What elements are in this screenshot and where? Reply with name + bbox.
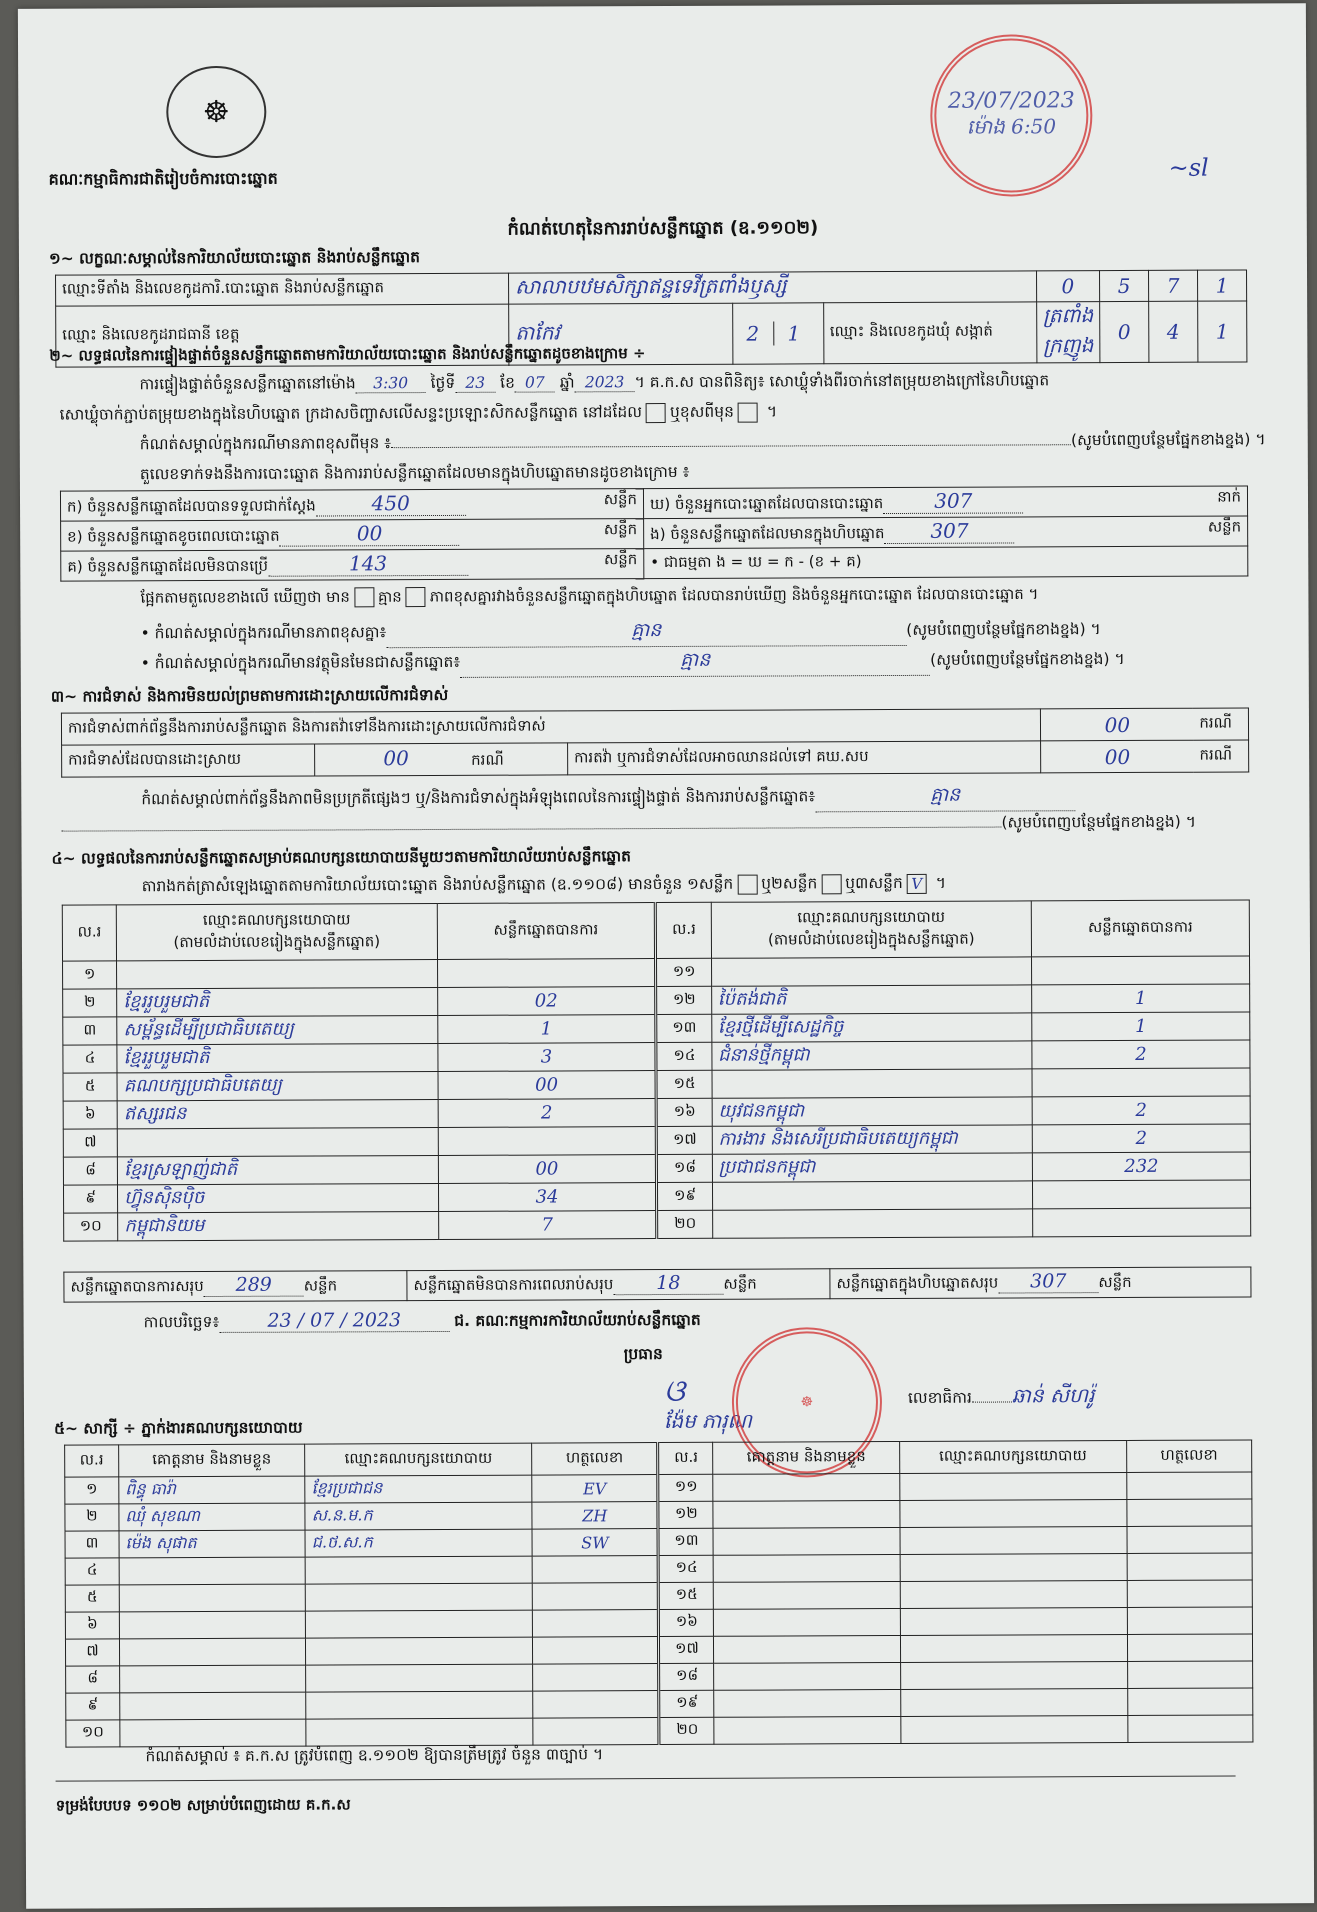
witness-name-right	[714, 1608, 900, 1636]
form-code: ទម្រង់បែបបទ ១១០២ សម្រាប់បំពេញដោយ គ.ក.ស	[55, 1795, 351, 1815]
witness-name-right	[714, 1689, 900, 1717]
objection-row2-label: ការជំទាស់ដែលបានដោះស្រាយ	[62, 744, 315, 777]
witness-name-left	[119, 1557, 305, 1585]
tally-line: តារាងកត់ត្រាសំឡេងឆ្នោតតាមការិយាល័យបោះឆ្នោត និងរាប់សន្លឹកឆ្នោត (ឧ.១១០៨) មានចំនួន ១សន្លឹក ឬ២សន្លឹក ឬ៣សន្លឹក V ។	[141, 873, 947, 896]
witness-no-left: ១០	[66, 1720, 120, 1747]
total-invalid-value: 18	[613, 1272, 723, 1295]
col-party-right-sub: (តាមលំដាប់លេខរៀងក្នុងសន្លឹកឆ្នោត)	[767, 929, 975, 949]
total-box-unit: សន្លឹក	[1098, 1272, 1132, 1292]
objection-row1-unit: ករណី	[1193, 708, 1248, 740]
witness-no-right: ១៣	[658, 1528, 713, 1555]
party-name-left	[117, 1127, 437, 1156]
witness-no-right: ១៨	[659, 1663, 714, 1690]
w-col-no-right: ល.រ	[658, 1442, 713, 1474]
committee-stamp: ☸	[732, 1327, 883, 1478]
witness-signature-right	[1127, 1634, 1252, 1662]
witness-no-left: ៣	[65, 1531, 119, 1558]
witness-signature-right	[1127, 1607, 1252, 1635]
party-name-left: សម្ព័ន្ធដើម្បីប្រជាធិបតេយ្យ	[117, 1015, 437, 1044]
witness-signature-left	[532, 1583, 658, 1611]
party-no-right: ១៣	[656, 1014, 711, 1042]
section3-note-line	[141, 782, 1075, 815]
verify-text-c: ខែ	[500, 373, 515, 392]
formula: • ជាធម្មតា ង = ឃ = ក - (ខ + គ)	[644, 546, 1248, 579]
note-diff2-line	[141, 616, 1101, 649]
tally-1-checkbox[interactable]	[737, 874, 757, 894]
party-no-left: ៨	[63, 1157, 117, 1185]
w-col-sign-right: ហត្ថលេខា	[1126, 1440, 1251, 1473]
witness-no-left: ២	[65, 1504, 119, 1531]
section1-title: ១~ លក្ខណៈសម្គាល់នៃការិយាល័យបោះឆ្នោត និងរាប់សន្លឹកឆ្នោត	[48, 248, 420, 268]
stamp-time: ម៉ោង 6:50	[966, 113, 1057, 139]
count-d-label: ឃ) ចំនួនអ្នកបោះឆ្នោតដែលបានបោះឆ្នោត	[649, 494, 884, 514]
date-label: កាលបរិច្ឆេទ៖	[143, 1312, 220, 1332]
party-no-left: ៧	[63, 1129, 117, 1157]
party-name-right: ប៉ៃតង់ជាតិ	[711, 985, 1031, 1014]
tally-3-text: ឬ៣សន្លឹក	[845, 873, 903, 893]
president-name: ង៉ែម ភារុណ	[663, 1408, 752, 1434]
witness-signature-right	[1126, 1472, 1251, 1500]
count-e-unit: សន្លឹក	[1207, 517, 1242, 536]
count-c-value: 143	[268, 551, 468, 577]
count-c	[61, 549, 644, 582]
party-votes-left: 02	[437, 987, 656, 1016]
party-no-left: ៤	[63, 1045, 117, 1073]
party-name-left: គណបក្សប្រជាធិបតេយ្យ	[117, 1071, 437, 1100]
party-no-left: ៦	[63, 1101, 117, 1129]
party-votes-right	[1032, 1068, 1250, 1097]
top-stamp	[930, 34, 1093, 197]
party-name-right	[712, 1069, 1032, 1098]
party-name-right	[711, 957, 1031, 986]
fill-note-4: (សូមបំពេញបន្ថែមផ្នែកខាងខ្នង) ។	[1001, 812, 1196, 832]
compare-line	[140, 584, 1038, 610]
party-no-right: ១៤	[656, 1042, 711, 1070]
party-no-left: ១	[63, 961, 117, 989]
witness-name-left: ពិន្ធុ ធារ៉ា	[119, 1476, 305, 1504]
witness-party-left	[306, 1637, 533, 1665]
witness-name-left	[120, 1692, 306, 1720]
witness-signature-right	[1127, 1526, 1252, 1554]
section3-title: ៣~ ការជំទាស់ និងការមិនយល់ព្រមតាមការដោះស្រាយលើការជំទាស់	[50, 685, 449, 706]
total-valid-value: 289	[204, 1274, 304, 1297]
note-fake-value: គ្មាន	[460, 647, 930, 678]
witness-body	[65, 1472, 1253, 1747]
witness-signature-right	[1127, 1688, 1252, 1716]
objection-row2-cell	[315, 743, 568, 776]
party-no-right: ១៥	[656, 1070, 711, 1098]
count-d-value: 307	[883, 488, 1023, 514]
witness-no-right: ១៤	[659, 1555, 714, 1582]
witness-party-right	[900, 1688, 1127, 1716]
witness-name-right	[713, 1500, 899, 1528]
witness-party-left	[306, 1610, 533, 1638]
count-b-unit: សន្លឹក	[603, 520, 638, 539]
section3-table	[61, 707, 1249, 777]
witness-party-left: ខ្មែរប្រជាជន	[305, 1475, 532, 1503]
witness-name-right	[714, 1554, 900, 1582]
province-code	[732, 303, 823, 364]
party-votes-right	[1032, 956, 1250, 985]
party-votes-right: 2	[1032, 1040, 1250, 1069]
verify-text-2b: ឬខុសពីមុន	[669, 402, 734, 421]
w-col-name-left: គោត្តនាម និងនាមខ្លួន	[119, 1444, 305, 1477]
verify-text-b: ថ្ងៃទី	[430, 373, 456, 393]
intro-counts: តួលេខទាក់ទងនឹងការបោះឆ្នោត និងការរាប់សន្លឹកឆ្នោតដែលមានក្នុងហិបឆ្នោតមានដូចខាងក្រោម ៖	[139, 462, 690, 484]
section5-title: ៥~ សាក្សី ÷ ភ្នាក់ងារគណបក្សនយោបាយ	[54, 1418, 303, 1438]
stamp-date: 23/07/2023	[947, 87, 1075, 114]
col-party-left-title: ឈ្មោះគណបក្សនយោបាយ	[202, 909, 351, 929]
witness-party-right	[900, 1553, 1127, 1581]
objection-row2-value: 00	[383, 746, 409, 771]
note-diff2-value: គ្មាន	[386, 617, 906, 648]
section4-title: ៤~ លទ្ធផលនៃការរាប់សន្លឹកឆ្នោតសម្រាប់គណបក្សនយោបាយនីមួយៗតាមការិយាល័យរាប់សន្លឹកឆ្នោត	[51, 847, 631, 868]
secretary-name: ឆាន់ សីហរ៉ូ	[1011, 1383, 1095, 1408]
compare-text-c: ភាពខុសគ្នារវាងចំនួនសន្លឹកឆ្នោតក្នុងហិបឆ្នោត ដែលបានរាប់ឃើញ និងចំនួនអ្នកបោះឆ្នោត ដែលបានបោះឆ្នោត ។	[429, 584, 1039, 606]
witness-name-left: ម៉េង សុផាត	[119, 1530, 305, 1558]
witness-signature-right	[1127, 1580, 1252, 1608]
count-a-value: 450	[316, 491, 466, 517]
party-no-left: ៩	[63, 1185, 117, 1213]
verify-text-2: សោឃ្លុំចាក់ភ្ជាប់តម្រុយខាងក្នុងនៃហិបឆ្នោត ក្រដាសចិញ្ចាសលើសន្ទះប្រឡោះសិកសន្លឹកឆ្នោត នៅដដែល	[59, 403, 642, 424]
witness-no-right: ១៩	[659, 1690, 714, 1717]
party-name-left: ឥស្សរជន	[117, 1099, 437, 1128]
totals-table	[63, 1266, 1251, 1302]
fill-note-1: (សូមបំពេញបន្ថែមផ្នែកខាងខ្នង) ។	[1070, 430, 1266, 450]
commune-code-1: 0	[1100, 301, 1149, 362]
party-name-left	[117, 959, 437, 988]
witness-party-right	[900, 1607, 1127, 1635]
objection-row2b-label: ការតវ៉ា ឬការជំទាស់ដែលអាចឈានដល់ទៅ គឃ.សប	[568, 741, 1041, 775]
witness-party-right	[900, 1499, 1127, 1527]
province-value: តាកែវ	[509, 303, 733, 365]
witness-name-right	[713, 1473, 899, 1501]
party-name-left: ខ្មែររួបរួមជាតិ	[117, 1043, 437, 1072]
compare-text-a: ផ្អែកតាមតួលេខខាងលើ ឃើញថា មាន	[140, 587, 350, 607]
witness-party-right	[899, 1472, 1126, 1500]
party-name-right	[712, 1209, 1032, 1238]
witness-party-left: ជ.ថ.ស.ក	[305, 1529, 532, 1557]
witness-name-right	[714, 1581, 900, 1609]
witness-party-left	[305, 1583, 532, 1611]
verify-month: 07	[515, 373, 555, 392]
total-invalid-unit: សន្លឹក	[723, 1274, 757, 1293]
note-diff-line	[140, 429, 1266, 457]
secretary-label: លេខាធិការ	[907, 1388, 972, 1407]
party-name-left: ខ្មែរស្រឡាញ់ជាតិ	[118, 1155, 438, 1184]
table-row	[64, 1208, 1251, 1241]
count-d	[643, 486, 1247, 519]
verify-day: 23	[455, 374, 495, 393]
station-code-3: 7	[1149, 270, 1198, 301]
party-votes-right: 232	[1032, 1152, 1250, 1181]
witness-party-left: ស.ន.ម.ក	[305, 1502, 532, 1530]
party-no-left: ៥	[63, 1073, 117, 1101]
party-votes-left: 3	[437, 1043, 656, 1072]
witness-no-left: ១	[65, 1477, 119, 1504]
compare-text-b: គ្មាន	[377, 587, 402, 606]
section3-note-label: កំណត់សម្គាល់ពាក់ព័ន្ធនឹងភាពមិនប្រក្រតីផ្សេងៗ ឬ/និងការជំទាស់ក្នុងអំឡុងពេលនៃការផ្ទៀងផ្ទាត់ និងការរាប់សន្លឹកឆ្នោត៖	[141, 787, 816, 809]
witness-signature-left: EV	[532, 1475, 658, 1503]
count-c-unit: សន្លឹក	[603, 550, 638, 569]
count-a	[60, 489, 643, 522]
total-valid	[64, 1271, 407, 1302]
party-votes-left: 34	[438, 1183, 657, 1212]
party-votes-left: 00	[438, 1155, 657, 1184]
party-votes-right: 2	[1032, 1124, 1250, 1153]
party-votes-right: 1	[1032, 1012, 1250, 1041]
has-diff-checkbox[interactable]	[354, 587, 374, 607]
verify-text-d: ឆ្នាំ	[559, 373, 575, 392]
verify-text-a: ការផ្ទៀងផ្ទាត់ចំនួនសន្លឹកឆ្នោតនៅម៉ោង	[139, 374, 356, 394]
note-fake-label: • កំណត់សម្គាល់ក្នុងករណីមានវត្ថុមិនមែនជាសន្លឹកឆ្នោត៖	[140, 652, 461, 673]
count-e	[644, 516, 1248, 549]
party-name-left: ហ៊្វុនស៊ិនប៉ិច	[118, 1183, 438, 1212]
party-results-body	[63, 956, 1251, 1241]
commune-label: ឈ្មោះ និងលេខកូដឃុំ សង្កាត់	[823, 302, 1036, 364]
verify-year: 2023	[575, 373, 635, 392]
section2-title: ២~ លទ្ធផលនៃការផ្ទៀងផ្ទាត់ចំនួនសន្លឹកឆ្នោតតាមការិយាល័យបោះឆ្នោត និងរាប់សន្លឹកឆ្នោតដូចខាងក្រោម ÷	[49, 344, 646, 365]
witness-party-left	[306, 1718, 533, 1746]
footer-note: កំណត់សម្គាល់ ៖ គ.ក.ស ត្រូវបំពេញ ឧ.១១០២ ឱ្យបានត្រឹមត្រូវ ចំនួន ៣ច្បាប់ ។	[145, 1745, 604, 1766]
province-code-2: 1	[787, 321, 801, 346]
province-code-1: 2	[733, 322, 774, 346]
party-name-right: ជំនាន់ថ្មីកម្ពុជា	[712, 1041, 1032, 1070]
w-col-name-right: គោត្តនាម និងនាមខ្លួន	[713, 1441, 899, 1474]
form-sheet	[18, 3, 1314, 1909]
counts-table	[60, 485, 1248, 581]
commune-code-3: 1	[1198, 301, 1247, 362]
party-no-right: ១៦	[657, 1098, 712, 1126]
committee-name: គណៈកម្មាធិការជាតិរៀបចំការបោះឆ្នោត	[48, 168, 278, 189]
party-no-left: ៣	[63, 1017, 117, 1045]
witness-no-right: ១៦	[659, 1609, 714, 1636]
witness-party-right	[901, 1715, 1128, 1743]
count-a-label: ក) ចំនួនសន្លឹកឆ្នោតដែលបានទទួលជាក់ស្តែង	[66, 496, 316, 516]
witness-party-left	[305, 1556, 532, 1584]
total-box	[830, 1267, 1251, 1299]
verify-line-2: សោឃ្លុំចាក់ភ្ជាប់តម្រុយខាងក្នុងនៃហិបឆ្នោត ក្រដាសចិញ្ចាសលើសន្ទះប្រឡោះសិកសន្លឹកឆ្នោត នៅដដែល ឬខុសពីមុន ។	[59, 402, 778, 424]
verify-time: 3:30	[356, 374, 426, 393]
witness-no-left: ៧	[65, 1639, 119, 1666]
col-votes-right: សន្លឹកឆ្នោតបានការ	[1031, 900, 1249, 957]
party-no-right: ១២	[656, 986, 711, 1014]
witness-name-left	[119, 1611, 305, 1639]
witness-party-right	[900, 1526, 1127, 1554]
party-votes-right: 2	[1032, 1096, 1250, 1125]
verify-text-e: ។ គ.ក.ស បានពិនិត្យ៖ សោឃ្លុំទាំងពីរចាក់នៅតម្រុយខាងក្រៅនៃហិបឆ្នោត	[634, 371, 1050, 392]
col-no-left: ល.រ	[62, 905, 116, 961]
witness-no-left: ៦	[65, 1612, 119, 1639]
party-votes-left	[437, 959, 656, 988]
total-valid-label: សន្លឹកឆ្នោតបានការសរុប	[70, 1277, 204, 1296]
station-value: សាលាបឋមសិក្សាឥន្ទទេវីត្រពាំងឫស្សី	[509, 271, 1037, 304]
witness-name-right	[714, 1635, 900, 1663]
col-party-left	[116, 903, 437, 960]
witness-table	[64, 1439, 1253, 1747]
witness-name-left	[120, 1665, 306, 1693]
count-b	[61, 519, 644, 552]
party-name-right: ការងារ និងសេរីប្រជាធិបតេយ្យកម្ពុជា	[712, 1125, 1032, 1154]
tally-text: តារាងកត់ត្រាសំឡេងឆ្នោតតាមការិយាល័យបោះឆ្នោត និងរាប់សន្លឹកឆ្នោត (ឧ.១១០៨) មានចំនួន ១សន្លឹក	[141, 874, 734, 896]
witness-name-left	[119, 1638, 305, 1666]
party-name-left: ខ្មែររួបរួមជាតិ	[117, 987, 437, 1016]
tally-2-checkbox[interactable]	[821, 874, 841, 894]
party-votes-right	[1032, 1180, 1250, 1209]
party-name-left: កម្ពុជានិយម	[118, 1211, 438, 1240]
table-row	[66, 1715, 1253, 1747]
w-col-no-left: ល.រ	[65, 1445, 119, 1477]
witness-name-left: ឈុំ សុខណា	[119, 1503, 305, 1531]
count-d-unit: នាក់	[1217, 487, 1242, 506]
fill-note-3: (សូមបំពេញបន្ថែមផ្នែកខាងខ្នង) ។	[930, 649, 1125, 669]
total-invalid	[407, 1269, 830, 1301]
commune-value: ត្រពាំងក្រញូង	[1036, 302, 1100, 363]
party-no-right: ១១	[656, 958, 711, 986]
date-value: 23 / 07 / 2023	[219, 1309, 449, 1333]
w-col-sign-left: ហត្ថលេខា	[532, 1443, 658, 1476]
witness-party-right	[900, 1634, 1127, 1662]
witness-signature-left: ZH	[532, 1502, 658, 1530]
total-invalid-label: សន្លឹកឆ្នោតមិនបានការពេលរាប់សរុប	[413, 1275, 614, 1295]
top-signature: ~sl	[1168, 153, 1209, 182]
note-diff2-label: • កំណត់សម្គាល់ក្នុងករណីមានភាពខុសគ្នា៖	[140, 623, 387, 643]
fill-note-2: (សូមបំពេញបន្ថែមផ្នែកខាងខ្នង) ។	[906, 620, 1101, 639]
col-votes-left: សន្លឹកឆ្នោតបានការ	[437, 903, 656, 960]
count-a-unit: សន្លឹក	[603, 490, 638, 509]
total-valid-unit: សន្លឹក	[303, 1276, 338, 1295]
witness-signature-left	[533, 1637, 659, 1665]
president-signature: ଓ	[663, 1373, 685, 1410]
party-no-right: ១៩	[657, 1182, 712, 1210]
count-e-label: ង) ចំនួនសន្លឹកឆ្នោតដែលមានក្នុងហិបឆ្នោត	[650, 524, 885, 544]
secretary-line	[908, 1382, 1095, 1413]
witness-signature-left: SW	[532, 1529, 658, 1557]
objection-row2b-unit: ករណី	[1193, 740, 1248, 772]
objection-row2-unit: ករណី	[471, 750, 504, 769]
count-c-label: គ) ចំនួនសន្លឹកឆ្នោតដែលមិនបានប្រើ	[67, 556, 269, 576]
witness-name-left	[119, 1584, 305, 1612]
commune-code-2: 4	[1149, 301, 1198, 362]
witness-signature-left	[533, 1718, 659, 1746]
party-results-table	[62, 899, 1251, 1241]
count-e-value: 307	[884, 518, 1014, 544]
same-checkbox[interactable]	[646, 402, 666, 422]
different-checkbox[interactable]	[738, 402, 758, 422]
verify-line-1	[139, 370, 1049, 397]
witness-name-right	[714, 1662, 900, 1690]
witness-name-left	[120, 1719, 306, 1747]
witness-no-left: ៨	[66, 1666, 120, 1693]
emblem-logo: ☸	[166, 66, 266, 158]
party-no-right: ២០	[657, 1210, 712, 1238]
witness-signature-right	[1127, 1499, 1252, 1527]
party-no-left: ២	[63, 989, 117, 1017]
col-party-left-sub: (តាមលំដាប់លេខរៀងក្នុងសន្លឹកឆ្នោត)	[173, 931, 381, 951]
station-label: ឈ្មោះទីតាំង និងលេខកូដការិ.បោះឆ្នោត និងរាប់សន្លឹកឆ្នោត	[56, 273, 509, 306]
party-votes-right: 1	[1032, 984, 1250, 1013]
committee-label: ជ. គណៈកម្មការការិយាល័យរាប់សន្លឹកឆ្នោត	[454, 1310, 701, 1330]
witness-signature-right	[1127, 1661, 1252, 1689]
witness-party-left	[306, 1664, 533, 1692]
objection-row1-label: ការជំទាស់ពាក់ព័ន្ធនឹងការរាប់សន្លឹកឆ្នោត និងការតវ៉ាទៅនឹងការដោះស្រាយលើការជំទាស់	[61, 709, 1040, 745]
party-no-left: ១០	[64, 1213, 118, 1241]
col-party-right	[711, 901, 1032, 958]
station-code-2: 5	[1100, 270, 1149, 301]
count-b-value: 00	[280, 521, 460, 547]
witness-signature-left	[533, 1691, 659, 1719]
tally-2-text: ឬ២សន្លឹក	[761, 874, 818, 893]
party-no-right: ១៧	[657, 1126, 712, 1154]
note-diff-label: កំណត់សម្គាល់ក្នុងករណីមានភាពខុសពីមុន ៖	[139, 434, 392, 454]
objection-row1-value: 00	[1041, 708, 1194, 741]
witness-no-left: ៤	[65, 1558, 119, 1585]
footer-divider	[56, 1776, 1236, 1782]
president-label: ប្រធាន	[623, 1345, 663, 1364]
party-name-right	[712, 1181, 1032, 1210]
station-code-4: 1	[1198, 270, 1247, 301]
party-no-right: ១៨	[657, 1154, 712, 1182]
count-b-label: ខ) ចំនួនសន្លឹកឆ្នោតខូចពេលបោះឆ្នោត	[67, 526, 280, 546]
col-no-right: ល.រ	[656, 902, 711, 958]
party-votes-left: 00	[438, 1071, 657, 1100]
witness-no-right: ១២	[658, 1501, 713, 1528]
party-name-right: យុវជនកម្ពុជា	[712, 1097, 1032, 1126]
tally-3-checkbox[interactable]: V	[907, 873, 927, 893]
witness-party-left	[306, 1691, 533, 1719]
w-col-party-right: ឈ្មោះគណបក្សនយោបាយ	[899, 1440, 1126, 1473]
col-party-right-title: ឈ្មោះគណបក្សនយោបាយ	[797, 907, 946, 926]
witness-no-right: ១១	[658, 1474, 713, 1501]
section3-note-value: គ្មាន	[815, 782, 1075, 812]
party-votes-left: 7	[438, 1211, 657, 1240]
party-votes-left: 1	[437, 1015, 656, 1044]
witness-no-left: ៩	[66, 1693, 120, 1720]
party-votes-left: 2	[438, 1099, 657, 1128]
witness-no-right: ១៧	[659, 1636, 714, 1663]
witness-no-right: ២០	[659, 1717, 714, 1744]
witness-party-right	[900, 1661, 1127, 1689]
witness-name-right	[713, 1527, 899, 1555]
witness-signature-right	[1127, 1553, 1252, 1581]
date-line	[144, 1308, 701, 1335]
witness-name-right	[714, 1716, 900, 1744]
party-votes-right	[1033, 1208, 1251, 1237]
total-box-value: 307	[998, 1270, 1098, 1293]
form-title: កំណត់ហេតុនៃការរាប់សន្លឹកឆ្នោត (ឧ.១១០២)	[507, 217, 819, 240]
party-votes-left	[438, 1127, 657, 1156]
station-code-1: 0	[1036, 271, 1100, 302]
witness-signature-right	[1128, 1715, 1253, 1743]
no-diff-checkbox[interactable]	[406, 587, 426, 607]
witness-no-left: ៥	[65, 1585, 119, 1612]
objection-row2b-value: 00	[1041, 740, 1194, 773]
party-name-right: ខ្មែរថ្មីដើម្បីសេដ្ឋកិច្ច	[711, 1013, 1031, 1042]
witness-signature-left	[532, 1556, 658, 1584]
witness-party-right	[900, 1580, 1127, 1608]
witness-signature-left	[533, 1610, 659, 1638]
party-name-right: ប្រជាជនកម្ពុជា	[712, 1153, 1032, 1182]
province-label: ឈ្មោះ និងលេខកូដរាជធានី ខេត្ត	[56, 304, 509, 367]
w-col-party-left: ឈ្មោះគណបក្សនយោបាយ	[305, 1443, 532, 1476]
section3-note-line2	[61, 812, 1196, 840]
total-box-label: សន្លឹកឆ្នោតក្នុងហិបឆ្នោតសរុប	[836, 1273, 999, 1293]
witness-no-right: ១៥	[659, 1582, 714, 1609]
witness-signature-left	[533, 1664, 659, 1692]
note-fake-line	[141, 646, 1125, 679]
